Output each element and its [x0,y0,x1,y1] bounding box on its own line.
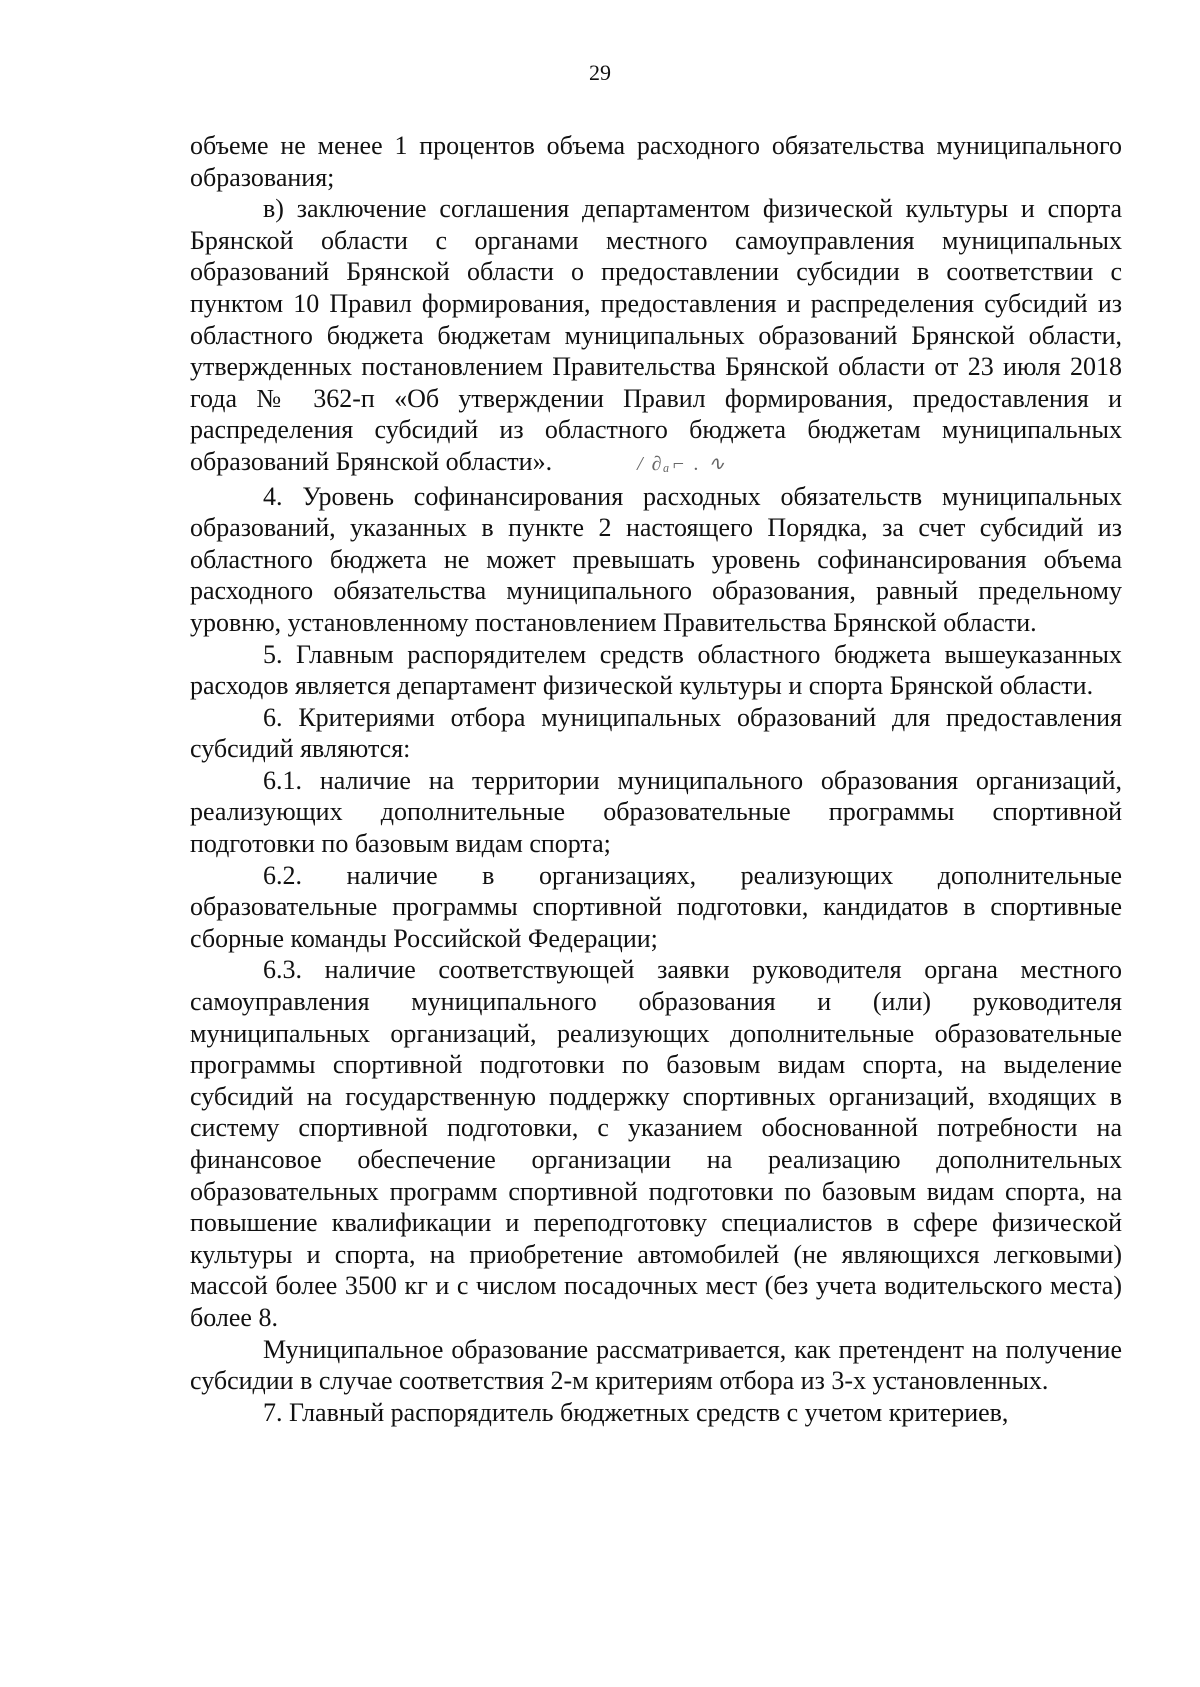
handwritten-mark: / ∂ₐ⌐ . ∿ [637,452,727,475]
paragraph-continuation: объеме не менее 1 процентов объема расходного обязательства муниципального образования; [190,131,1122,192]
document-body [190,130,1122,1428]
paragraph-4: 4. Уровень софинансирования расходных обязательств муниципальных образований, указанных в пункте 2 настоящего Порядка, за счет субсидий из областного бюджета не может превышать уровень софинансирования объема расходного обязательства муниципального образования, равный предельному уровню, установленному постановлением Правительства Брянской области. [190,481,1122,637]
paragraph-7: 7. Главный распорядитель бюджетных средств с учетом критериев, [263,1397,1009,1427]
paragraph-6-2: 6.2. наличие в организациях, реализующих дополнительные образовательные программы спортивной подготовки, кандидатов в спортивные сборные команды Российской Федерации; [190,860,1122,953]
paragraph-6: 6. Критериями отбора муниципальных образований для предоставления субсидий являются: [190,702,1122,764]
page-number: 29 [589,60,611,85]
paragraph-6-1: 6.1. наличие на территории муниципального образования организаций, реализующих дополнительные образовательные программы спортивной подготовки по базовым видам спорта; [190,765,1122,859]
paragraph-item-v [190,193,1122,480]
paragraph-selection-note: Муниципальное образование рассматривается, как претендент на получение субсидии в случае соответствия 2-м критериям отбора из 3-х установленных. [190,1334,1122,1396]
paragraph-5: 5. Главным распорядителем средств областного бюджета вышеуказанных расходов является департамент физической культуры и спорта Брянской области. [190,639,1122,701]
paragraph-6-3: 6.3. наличие соответствующей заявки руководителя органа местного самоуправления муниципального образования и (или) руководителя муниципальных организаций, реализующих дополнительные образовательные программы спортивной подготовки по базовым видам спорта, на выделение субсидий на государственную поддержку спортивных организаций, входящих в систему спортивной подготовки, с указанием обоснованной потребности на финансовое обеспечение организации на реализацию дополнительных образовательных программ спортивной подготовки по базовым видам спорта, на повышение квалификации и переподготовку специалистов в сфере физической культуры и спорта, на приобретение автомобилей (не являющихся легковыми) массой более 3500 кг и с числом посадочных мест (без учета водительского места) более 8. [190,955,1122,1332]
paragraph-item-v-text: в) заключение соглашения департаментом физической культуры и спорта Брянской области с органами местного самоуправления муниципальных образований Брянской области о предоставлении субсидии в соответствии с пунктом 10 Правил формирования, предоставления и распределения субсидий из областного бюджета бюджетам муниципальных образований Брянской области, утвержденных постановлением Правительства Брянской области от 23 июля 2018 года № 362-п «Об утверждении Правил формирования, предоставления и распределения субсидий из областного бюджета бюджетам муниципальных образований Брянской области». [190,194,1122,476]
